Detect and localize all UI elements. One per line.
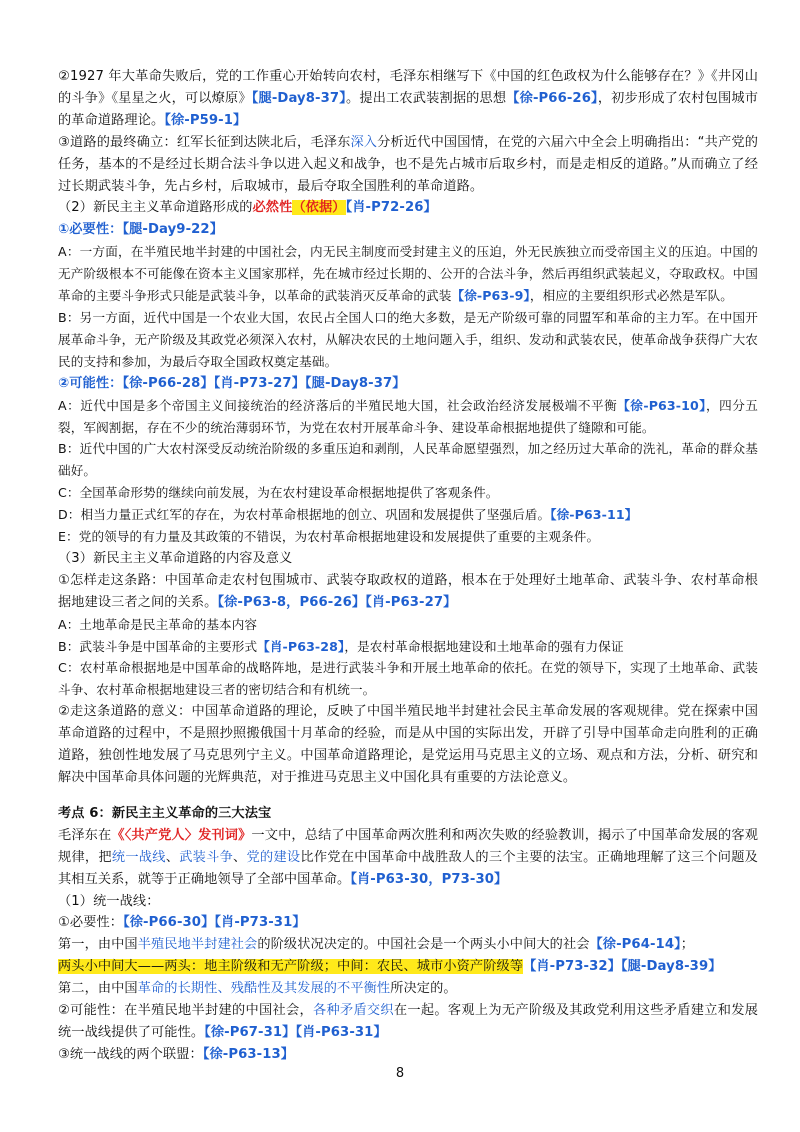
text-run: 在一起。客观上为无产阶级及其政党利用这些矛盾建立和发展统一战线提供了可能性。 (58, 1003, 758, 1040)
text-run: ①必要性： (58, 915, 124, 931)
reference-tag: 【肖-P63-28】 (257, 638, 345, 654)
paragraph (58, 912, 758, 934)
paragraph (58, 66, 758, 132)
text-run: ，初步形成了农村包围城市的革命道路理论。 (58, 90, 759, 128)
paragraph (58, 219, 758, 241)
paragraph (58, 956, 758, 978)
text-run: （2）新民主主义革命道路形成的 (58, 200, 253, 216)
paragraph (58, 657, 758, 701)
text-run: ②可能性：在半殖民地半封建的中国社会， (58, 1003, 313, 1019)
reference-tag: 【肖-P63-30，P73-30】 (350, 871, 508, 887)
text-run: 。提出工农武装割据的思想 (345, 90, 507, 106)
reference-tag: 【腿-Day8-37】 (251, 90, 346, 106)
section-gap (58, 789, 758, 803)
reference-tag: 【肖-P63-31】 (295, 1024, 387, 1040)
paragraph (58, 614, 758, 636)
paragraph (58, 636, 758, 658)
text-run: A：近代中国是多个帝国主义间接统治的经济落后的半殖民地大国，社会政治经济发展极端不平衡 (58, 397, 618, 413)
text-run: B：另一方面，近代中国是一个农业大国，农民占全国人口的绝大多数，是无产阶级可靠的同盟军和革命的主力军。在中国开展革命斗争，无产阶级及其政党必须深入农村，从解决农民的土地问题入手，组织、发动和武装农民，使革命战争获得广大农民的支持和参加，为最后夺取全国政权奠定基础。 (58, 309, 758, 369)
reference-tag: 【肖-P72-26】 (345, 200, 437, 216)
reference-tag: 【徐-P63-13】 (202, 1046, 295, 1062)
text-run: C：全国革命形势的继续向前发展，为在农村建设革命根据地提供了客观条件。 (58, 485, 499, 501)
reference-tag: 【徐-P59-1】 (164, 112, 247, 128)
text-run: 《〈共产党人〉发刊词》 (111, 827, 252, 843)
text-run: 一文中，总结了中国革命两次胜利和两次失败的经验教训，揭示了中国革命发展的客观规律，把 (58, 827, 759, 865)
text-run: ，四分五裂，军阀割据，存在不少的统治薄弱环节，为党在农村开展革命斗争、建设革命根据地提供了缝隙和可能。 (58, 397, 758, 435)
text-run: 、 (165, 849, 180, 865)
paragraph (58, 1000, 758, 1044)
text-run: E：党的领导的有力量及其政策的不错误，为农村革命根据地建设和发展提供了重要的主观条件。 (58, 529, 600, 545)
reference-tag: 【徐-P63-11】 (550, 507, 638, 523)
reference-tag: 【腿-Day9-22】 (122, 222, 223, 238)
text-run: （依据） (292, 200, 346, 216)
text-run: 各种矛盾交织 (312, 1003, 394, 1019)
paragraph (58, 241, 758, 307)
text-run: 深入 (350, 134, 378, 150)
text-run: ①怎样走这条路：中国革命走农村包围城市、武装夺取政权的道路，根本在于处理好土地革命、武装斗争、农村革命根据地建设三者之间的关系。 (58, 572, 758, 610)
reference-tag: 【肖-P73-31】 (214, 915, 306, 931)
text-run: 党的建设 (246, 849, 301, 865)
paragraph (58, 803, 758, 825)
paragraph (58, 482, 758, 504)
text-run: 第二，由中国 (58, 981, 138, 997)
paragraph (58, 1044, 758, 1066)
text-run: 、 (233, 849, 247, 865)
reference-tag: 【徐-P66-28】 (122, 375, 214, 391)
text-run: D：相当力量正式红军的存在，为农村革命根据地的创立、巩固和发展提供了坚强后盾。 (58, 507, 551, 523)
paragraph (58, 438, 758, 482)
text-run: 比作党在中国革命中战胜敌人的三个主要的法宝。正确地理解了这三个问题及其相互关系，就等于正确地领导了全部中国革命。 (58, 849, 758, 887)
text-run: ①必要性： (58, 222, 123, 238)
reference-tag: 【肖-P73-27】 (213, 375, 305, 391)
text-run: 毛泽东在 (58, 827, 112, 843)
text-run: ②可能性： (58, 375, 123, 391)
text-run: 革命的长期性、残酷性及其发展的不平衡性 (137, 981, 391, 997)
document-body (58, 66, 758, 1066)
text-run: 武装斗争 (179, 849, 234, 865)
text-run: ②1927 年大革命失败后，党的工作重心开始转向农村，毛泽东相继写下《中国的红色政权为什么能够存在？》《井冈山的斗争》《星星之火，可以燎原》 (58, 69, 758, 106)
paragraph (58, 934, 758, 956)
reference-tag: 【徐-P66-30】 (123, 915, 215, 931)
text-run: ，是农村革命根据地建设和土地革命的强有力保证 (344, 638, 624, 654)
reference-tag: 【徐-P67-31】 (204, 1024, 296, 1040)
text-run: C：农村革命根据地是中国革命的战略阵地，是进行武装斗争和开展土地革命的依托。在党的领导下，实现了土地革命、武装斗争、农村革命根据地建设三者的密切结合和有机统一。 (58, 660, 758, 698)
reference-tag: 【徐-P64-14】 (589, 937, 681, 953)
paragraph (58, 395, 758, 439)
paragraph (58, 373, 758, 395)
text-run: （1）统一战线： (58, 893, 160, 909)
reference-tag: 【腿-Day8-39】 (620, 959, 722, 975)
reference-tag: 【徐-P63-9】 (451, 288, 530, 304)
paragraph (58, 197, 758, 219)
text-run: 分析近代中国国情，在党的六届六中全会上明确指出：“共产党的任务，基本的不是经过长期合法斗争以进入起义和战争，也不是先占城市后取乡村，而是走相反的道路。”从而确立了经过长期武装斗争，先占乡村，后取城市，最后夺取全国胜利的革命道路。 (58, 134, 759, 194)
text-run: 第一，由中国 (58, 937, 138, 953)
text-run: B：武装斗争是中国革命的主要形式 (58, 638, 258, 654)
paragraph (58, 891, 758, 913)
text-run: 半殖民地半封建社会 (137, 937, 258, 953)
paragraph (58, 307, 758, 373)
text-run: 所决定的。 (390, 981, 457, 997)
text-run: 必然性 (252, 200, 293, 216)
reference-tag: 【徐-P66-26】 (506, 90, 598, 106)
paragraph (58, 825, 758, 891)
paragraph (58, 504, 758, 526)
reference-tag: 【腿-Day8-37】 (304, 375, 406, 391)
text-run: ③道路的最终确立：红军长征到达陕北后，毛泽东 (58, 134, 351, 150)
page-number: 8 (395, 1066, 405, 1081)
text-run: 的阶级状况决定的。中国社会是一个两头小中间大的社会 (257, 937, 590, 953)
text-run: B：近代中国的广大农村深受反动统治阶级的多重压迫和剥削，人民革命愿望强烈，加之经历过大革命的洗礼，革命的群众基础好。 (58, 441, 758, 479)
text-run: ，相应的主要组织形式必然是军队。 (529, 288, 733, 304)
text-run: ； (680, 937, 695, 953)
text-run: A：一方面，在半殖民地半封建的中国社会，内无民主制度而受封建主义的压迫，外无民族独立而受帝国主义的压迫。中国的无产阶级根本不可能像在资本主义国家那样，先在城市经过长期的、公开的合法斗争，然后再组织武装起义，夺取政权。中国革命的主要斗争形式只能是武装斗争，以革命的武装消灭反革命的武装 (58, 244, 758, 304)
text-run: ②走这条道路的意义：中国革命道路的理论，反映了中国半殖民地半封建社会民主革命发展的客观规律。党在探索中国革命道路的过程中，不是照抄照搬俄国十月革命的经验，而是从中国的实际出发，开辟了引导中国革命走向胜利的正确道路，独创性地发展了马克思列宁主义。中国革命道路理论，是党运用马克思主义的立场、观点和方法，分析、研究和解决中国革命具体问题的光辉典范，对于推进马克思主义中国化具有重要的方法论意义。 (58, 704, 758, 785)
paragraph (58, 570, 758, 614)
paragraph (58, 132, 758, 198)
paragraph (58, 701, 758, 789)
reference-tag: 【肖-P73-32】 (523, 959, 621, 975)
paragraph (58, 548, 758, 570)
text-run: （3）新民主主义革命道路的内容及意义 (58, 550, 293, 566)
reference-tag: 【徐-P63-10】 (617, 397, 707, 413)
text-run: 考点 6：新民主主义革命的三大法宝 (58, 805, 272, 821)
paragraph (58, 978, 758, 1000)
reference-tag: 【徐-P63-8，P66-26】 (217, 594, 366, 610)
paragraph (58, 526, 758, 548)
text-run: ③统一战线的两个联盟： (58, 1046, 203, 1062)
text-run: A：土地革命是民主革命的基本内容 (58, 616, 258, 632)
reference-tag: 【肖-P63-27】 (365, 594, 457, 610)
text-run: 两头小中间大——两头：地主阶级和无产阶级；中间：农民、城市小资产阶级等 (58, 959, 524, 975)
text-run: 统一战线 (111, 849, 166, 865)
